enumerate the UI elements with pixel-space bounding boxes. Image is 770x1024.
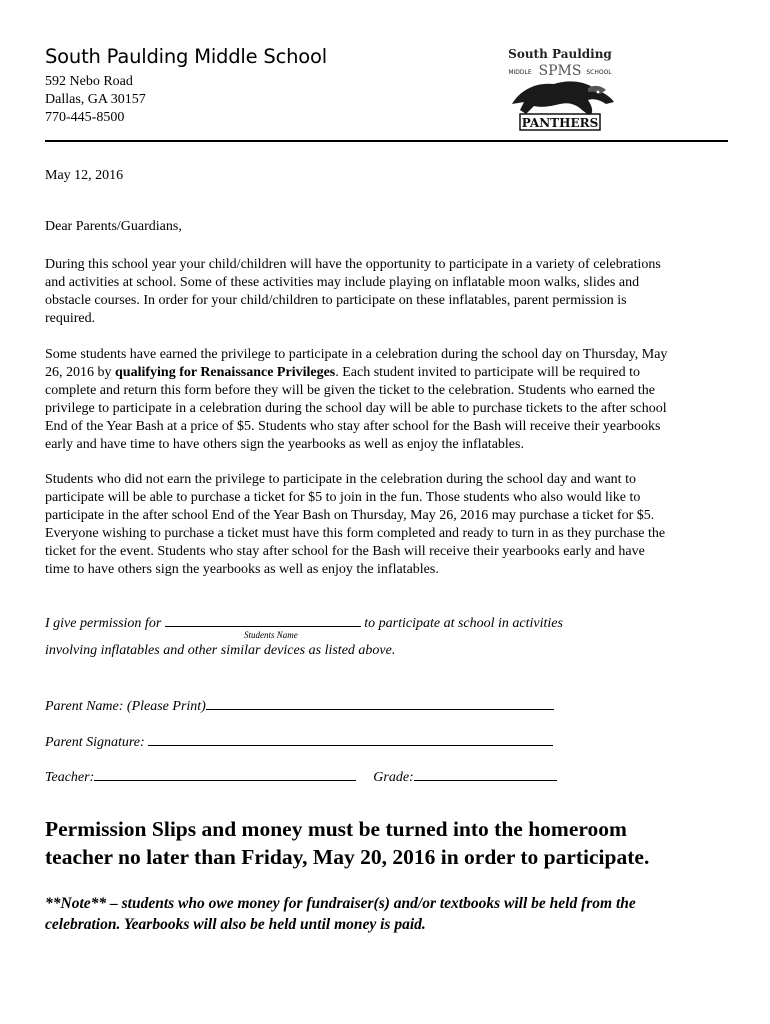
parent-signature-row: [45, 732, 553, 751]
permission-statement-line2: involving inflatables and other similar devices as listed above.: [45, 643, 396, 658]
parent-name-row: [45, 696, 554, 715]
letter-date: May 12, 2016: [45, 168, 124, 183]
school-logo: [502, 44, 618, 132]
paragraph-line: privilege to participate in a celebration during the school day will be able to purchase tickets to the after school: [45, 401, 667, 416]
note-line: **Note** – students who owe money for fundraiser(s) and/or textbooks will be held from the: [45, 895, 636, 912]
parent-signature-label: Parent Signature:: [45, 735, 149, 750]
parent-name-label: Parent Name: (Please Print): [45, 699, 206, 714]
paragraph-line: early and have time to have others sign the yearbooks as well as enjoy the inflatables.: [45, 437, 524, 452]
paragraph-line: [45, 364, 725, 382]
student-name-field[interactable]: [165, 613, 361, 627]
teacher-field[interactable]: [94, 767, 356, 781]
text-run: 26, 2016 by: [45, 365, 115, 380]
renaissance-privileges-emphasis: qualifying for Renaissance Privileges: [115, 365, 336, 380]
paragraph-2: [45, 346, 725, 454]
grade-field[interactable]: [414, 767, 557, 781]
text-run: . Each student invited to participate will be required to: [335, 365, 641, 380]
panther-icon: [512, 81, 614, 116]
logo-top-text: South Paulding: [508, 47, 612, 61]
permission-text: I give permission for: [45, 616, 165, 631]
paragraph-line: End of the Year Bash at a price of $5. Students who stay after school for the Bash will receive their yearbooks: [45, 419, 661, 434]
permission-text: to participate at school in activities: [360, 616, 563, 631]
paragraph-1: [45, 256, 725, 328]
student-name-label: Students Name: [244, 630, 298, 640]
teacher-grade-row: [45, 767, 557, 786]
header-divider: [45, 140, 728, 142]
address-line-2: Dallas, GA 30157: [45, 92, 146, 107]
paragraph-line: complete and return this form before they will be given the ticket to the celebration. Students who earned the: [45, 383, 655, 398]
paragraph-line: participate in the after school End of the Year Bash on Thursday, May 26, 2016 may purchase a ticket for $5.: [45, 508, 655, 523]
paragraph-line: Everyone wishing to purchase a ticket must have this form completed and ready to turn in as they purchase the: [45, 526, 666, 541]
grade-label: Grade:: [373, 770, 414, 785]
note: [45, 893, 636, 935]
paragraph-line: participate will be able to purchase a ticket for $5 to join in the fun. Those students who also would like to: [45, 490, 641, 505]
paragraph-line: Students who did not earn the privilege to participate in the celebration during the school day and want to: [45, 472, 636, 487]
teacher-label: Teacher:: [45, 770, 95, 785]
logo-monogram: SPMS: [538, 63, 582, 79]
parent-signature-field[interactable]: [148, 732, 553, 746]
paragraph-3: [45, 471, 725, 579]
paragraph-line: time to have others sign the yearbooks as well as enjoy the inflatables.: [45, 562, 439, 577]
deadline-notice: [45, 815, 649, 871]
paragraph-line: Some students have earned the privilege to participate in a celebration during the school day on Thursday, May: [45, 347, 668, 362]
logo-right-text: SCHOOL: [586, 69, 612, 76]
school-name: South Paulding Middle School: [45, 45, 327, 68]
address-line-1: 592 Nebo Road: [45, 74, 133, 89]
paragraph-line: and activities at school. Some of these activities may include playing on inflatable moon walks, slides and: [45, 275, 640, 290]
parent-name-field[interactable]: [206, 696, 554, 710]
deadline-line: Permission Slips and money must be turned into the homeroom: [45, 817, 627, 841]
logo-left-text: MIDDLE: [508, 69, 532, 76]
paragraph-line: During this school year your child/children will have the opportunity to participate in a variety of celebrations: [45, 257, 661, 272]
paragraph-line: obstacle courses. In order for your child/children to participate on these inflatables, parent permission is: [45, 293, 627, 308]
phone-number: 770-445-8500: [45, 110, 125, 125]
permission-statement: [45, 613, 563, 632]
note-line: celebration. Yearbooks will also be held until money is paid.: [45, 916, 426, 933]
paragraph-line: ticket for the event. Students who stay after school for the Bash will receive their yearbooks early and have: [45, 544, 645, 559]
deadline-line: teacher no later than Friday, May 20, 2016 in order to participate.: [45, 845, 650, 869]
salutation: Dear Parents/Guardians,: [45, 219, 182, 234]
paragraph-line: required.: [45, 311, 96, 326]
logo-bottom-text: PANTHERS: [521, 116, 599, 130]
